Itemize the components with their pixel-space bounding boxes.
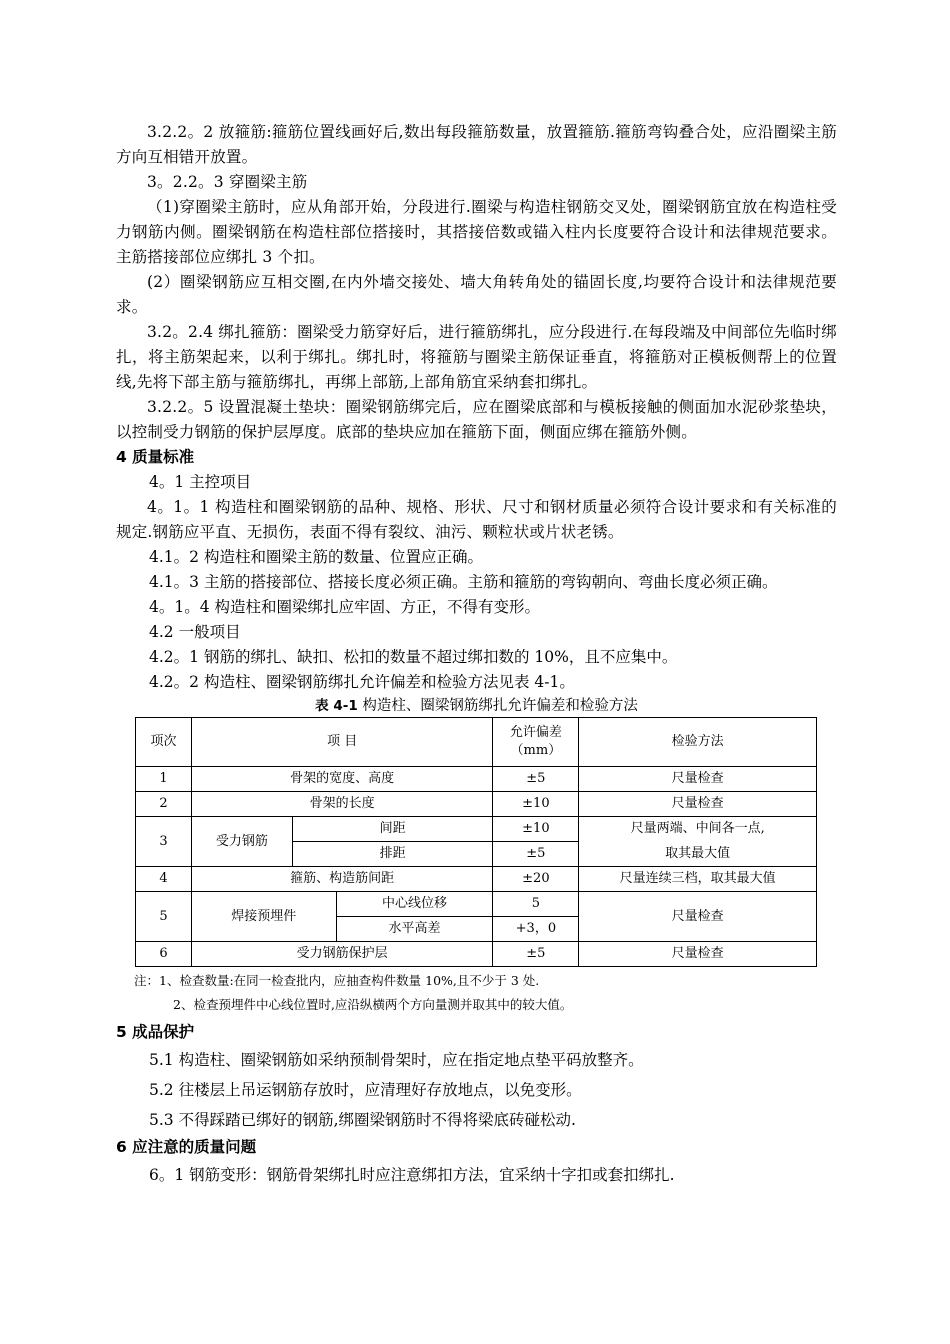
table-cell: 尺量检查: [579, 892, 817, 942]
table-row: [136, 792, 817, 817]
table-note: 2、检查预埋件中心线位置时,应沿纵横两个方向量测并取其中的较大值。: [173, 997, 573, 1012]
paragraph: 3.2。2.4 绑扎箍筋：圈梁受力筋穿好后，进行箍筋绑扎，应分段进行.在每段端及中间部位先临时绑扎，将主筋架起来，以利于绑扎。绑扎时，将箍筋与圈梁主筋保证垂直，将箍筋对正模板侧帮上的位置线,先将下部主筋与箍筋绑扎，再绑上部筋,上部角筋宜采纳套扣绑扎。: [116, 323, 837, 391]
paragraph: 5.3 不得踩踏已绑好的钢筋,绑圈梁钢筋时不得将梁底砖碰松动.: [149, 1111, 576, 1129]
table-row: [136, 867, 817, 892]
table-cell: 3: [136, 817, 192, 867]
header-cell: [493, 718, 579, 767]
table-cell: 5: [136, 892, 192, 942]
table-cell: 排距: [292, 842, 493, 867]
table-caption-number: 表 4-1: [315, 698, 358, 714]
paragraph: （1)穿圈梁主筋时，应从角部开始，分段进行.圈梁与构造柱钢筋交叉处，圈梁钢筋宜放在构造柱受力钢筋内侧。圈梁钢筋在构造柱部位搭接时，其搭接倍数或锚入柱内长度要符合设计和法律规范要求。主筋搭接部位应绑扎 3 个扣。: [116, 198, 837, 266]
table-cell: 尺量检查: [579, 767, 817, 792]
table-cell: 尺量检查: [579, 942, 817, 967]
table-cell: 焊接预埋件: [191, 892, 336, 942]
section-heading: 5 成品保护: [116, 1023, 195, 1041]
table-cell: 箍筋、构造筋间距: [191, 867, 492, 892]
table-cell: 受力钢筋: [191, 817, 292, 867]
tolerance-table: [135, 717, 817, 967]
paragraph: (2）圈梁钢筋应互相交圈,在内外墙交接处、墙大角转角处的锚固长度,均要符合设计和法律规范要求。: [116, 273, 837, 316]
header-cell: 项次: [136, 718, 192, 767]
paragraph: 4.1。2 构造柱和圈梁主筋的数量、位置应正确。: [149, 548, 483, 566]
table-note: 注：1、检查数量:在同一检查批内，应抽查构件数量 10%,且不少于 3 处.: [134, 973, 540, 988]
table-row: [136, 942, 817, 967]
table-cell: ±10: [493, 817, 579, 842]
table-cell: ±5: [493, 842, 579, 867]
paragraph: 4.2。2 构造柱、圈梁钢筋绑扎允许偏差和检验方法见表 4-1。: [149, 673, 575, 691]
header-line: 允许偏差: [509, 725, 562, 740]
table-caption: [116, 695, 837, 717]
table-cell: 2: [136, 792, 192, 817]
paragraph: 3。2.2。3 穿圈梁主筋: [147, 173, 308, 191]
table-cell: 间距: [292, 817, 493, 842]
table-cell: 受力钢筋保护层: [191, 942, 492, 967]
table-header-row: [136, 718, 817, 767]
table-cell: [579, 817, 817, 867]
method-line: 取其最大值: [665, 846, 731, 861]
header-line: （mm）: [510, 743, 562, 758]
table-cell: ±10: [493, 792, 579, 817]
table-caption-text: 构造柱、圈梁钢筋绑扎允许偏差和检验方法: [357, 698, 638, 714]
table-cell: 1: [136, 767, 192, 792]
paragraph: 4.2。1 钢筋的绑扎、缺扣、松扣的数量不超过绑扣数的 10%，且不应集中。: [149, 648, 678, 666]
table-cell: 6: [136, 942, 192, 967]
table-cell: ±5: [493, 767, 579, 792]
section-heading: 6 应注意的质量问题: [116, 1138, 257, 1156]
table-cell: 尺量连续三档，取其最大值: [579, 867, 817, 892]
paragraph: 4。1。4 构造柱和圈梁绑扎应牢固、方正，不得有变形。: [149, 598, 541, 616]
table-row: [136, 767, 817, 792]
table-cell: ±5: [493, 942, 579, 967]
paragraph: 6。1 钢筋变形：钢筋骨架绑扎时应注意绑扣方法，宜采纳十字扣或套扣绑扎.: [149, 1166, 675, 1184]
method-line: 尺量两端、中间各一点,: [630, 821, 765, 836]
header-cell: 项 目: [191, 718, 492, 767]
paragraph: 5.2 往楼层上吊运钢筋存放时，应清理好存放地点，以免变形。: [149, 1081, 582, 1099]
paragraph: 4。1 主控项目: [149, 473, 252, 491]
table-cell: 骨架的长度: [191, 792, 492, 817]
document-page: [116, 120, 837, 1190]
table-cell: +3，0: [493, 917, 579, 942]
table-row: [136, 817, 817, 842]
table-cell: ±20: [493, 867, 579, 892]
table-cell: 中心线位移: [336, 892, 493, 917]
paragraph: 3.2.2。2 放箍筋:箍筋位置线画好后,数出每段箍筋数量，放置箍筋.箍筋弯钩叠合处，应沿圈梁主筋方向互相错开放置。: [116, 123, 837, 166]
table-cell: 骨架的宽度、高度: [191, 767, 492, 792]
table-row: [136, 892, 817, 917]
paragraph: 3.2.2。5 设置混凝土垫块：圈梁钢筋绑完后，应在圈梁底部和与模板接触的侧面加水泥砂浆垫块，以控制受力钢筋的保护层厚度。底部的垫块应加在箍筋下面，侧面应绑在箍筋外侧。: [116, 398, 837, 441]
table-cell: 水平高差: [336, 917, 493, 942]
table-cell: 5: [493, 892, 579, 917]
paragraph: 5.1 构造柱、圈梁钢筋如采纳预制骨架时，应在指定地点垫平码放整齐。: [149, 1051, 644, 1069]
paragraph: 4.2 一般项目: [149, 623, 241, 641]
header-cell: 检验方法: [579, 718, 817, 767]
section-heading: 4 质量标准: [116, 448, 195, 466]
table-cell: 尺量检查: [579, 792, 817, 817]
paragraph: 4.1。3 主筋的搭接部位、搭接长度必须正确。主筋和箍筋的弯钩朝向、弯曲长度必须正确。: [149, 573, 778, 591]
paragraph: 4。1。1 构造柱和圈梁钢筋的品种、规格、形状、尺寸和钢材质量必须符合设计要求和有关标准的规定.钢筋应平直、无损伤，表面不得有裂纹、油污、颗粒状或片状老锈。: [116, 498, 837, 541]
table-cell: 4: [136, 867, 192, 892]
